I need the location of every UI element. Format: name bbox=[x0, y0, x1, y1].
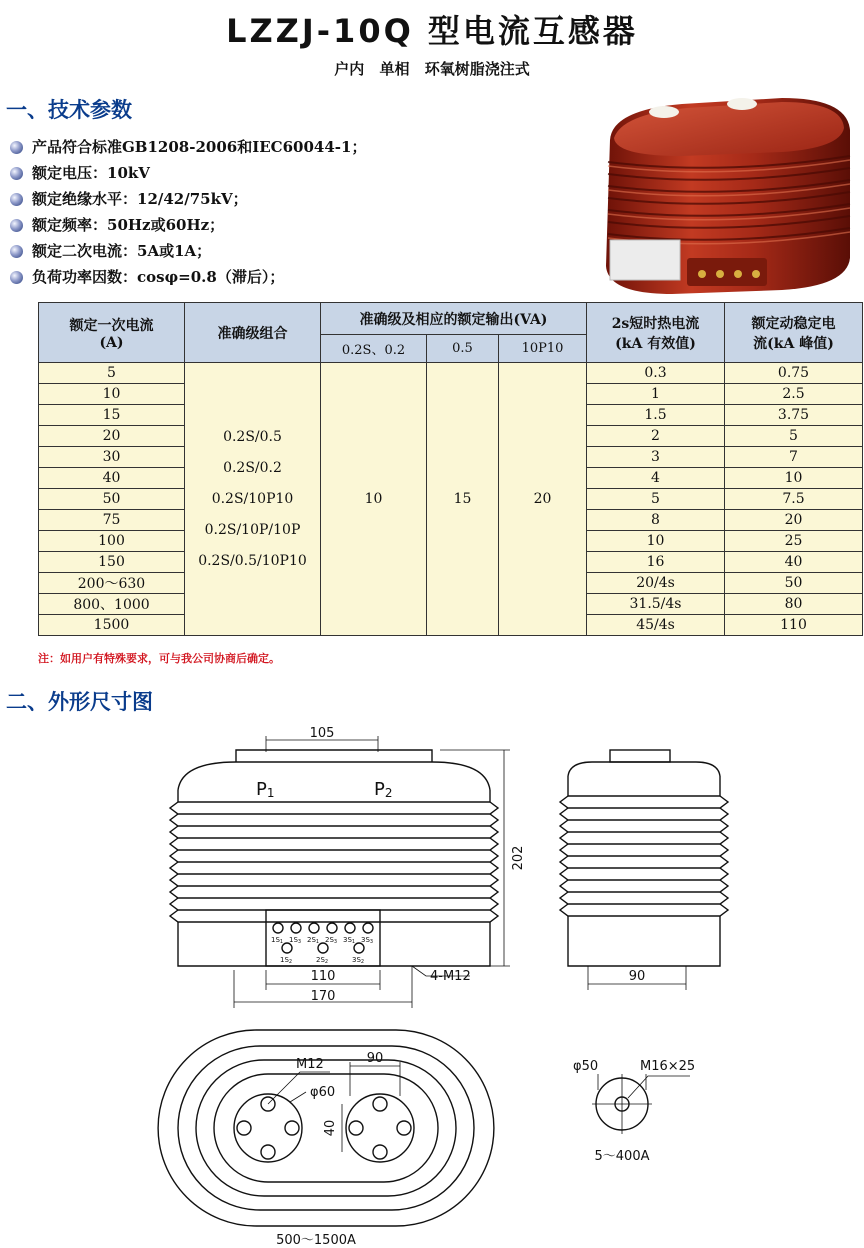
spec-list bbox=[10, 134, 366, 290]
header-thermal-current: 2s短时热电流 (kA 有效值) bbox=[587, 303, 725, 363]
header-primary-current: 额定一次电流 (A) bbox=[39, 303, 185, 363]
spec-item: 额定绝缘水平：12/42/75kV； bbox=[10, 186, 366, 212]
table-row: 150 16 40 bbox=[39, 552, 863, 573]
dim-110: 110 bbox=[310, 969, 336, 984]
technical-parameters-table bbox=[38, 302, 863, 636]
dimension-drawings bbox=[0, 720, 864, 1248]
spec-item: 产品符合标准GB1208-2006和IEC60044-1； bbox=[10, 134, 366, 160]
dim-phi60: φ60 bbox=[310, 1085, 336, 1100]
dim-90-side: 90 bbox=[628, 969, 646, 984]
bullet-icon bbox=[10, 193, 23, 206]
page-title: LZZJ-10Q 型电流互感器 bbox=[226, 12, 638, 50]
label-4-m12: 4-M12 bbox=[430, 969, 471, 984]
bullet-icon bbox=[10, 245, 23, 258]
spec-item: 额定频率：50Hz或60Hz； bbox=[10, 212, 366, 238]
terminal-label-1s2: 1S2 bbox=[280, 956, 293, 965]
label-m12: M12 bbox=[296, 1057, 324, 1072]
table-row: 100 10 25 bbox=[39, 531, 863, 552]
dim-105: 105 bbox=[309, 726, 335, 741]
product-photo bbox=[592, 90, 860, 300]
terminal-label-2s1: 2S1 bbox=[307, 936, 320, 945]
terminal-label-2s2: 2S2 bbox=[316, 956, 329, 965]
label-p1: P1 bbox=[256, 779, 275, 800]
table-row: 10 1 2.5 bbox=[39, 384, 863, 405]
section-heading-specs: 一、技术参数 bbox=[6, 98, 132, 122]
table-row: 75 8 20 bbox=[39, 510, 863, 531]
table-row: 800、1000 31.5/4s 80 bbox=[39, 594, 863, 615]
dim-40: 40 bbox=[323, 1119, 338, 1137]
table-row: 50 5 7.5 bbox=[39, 489, 863, 510]
bullet-icon bbox=[10, 141, 23, 154]
output-02s-cell: 10 bbox=[321, 363, 427, 636]
label-p2: P2 bbox=[374, 779, 393, 800]
dim-90-top: 90 bbox=[366, 1051, 384, 1066]
table-header-row bbox=[39, 303, 863, 335]
header-dynamic-current: 额定动稳定电 流(kA 峰值) bbox=[725, 303, 863, 363]
table-note: 注：如用户有特殊要求，可与我公司协商后确定。 bbox=[38, 652, 280, 665]
spec-item: 额定二次电流：5A或1A； bbox=[10, 238, 366, 264]
terminal-label-3s1: 3S1 bbox=[343, 936, 356, 945]
terminal-label-1s3: 1S3 bbox=[289, 936, 302, 945]
table-row: 15 1.5 3.75 bbox=[39, 405, 863, 426]
header-rated-output: 准确级及相应的额定输出(VA) bbox=[321, 303, 587, 335]
caption-5-400a: 5～400A bbox=[594, 1149, 650, 1164]
terminal-label-3s3: 3S3 bbox=[361, 936, 374, 945]
bullet-icon bbox=[10, 167, 23, 180]
caption-500-1500a: 500～1500A bbox=[276, 1233, 356, 1248]
spec-item: 负荷功率因数：cosφ=0.8（滞后）； bbox=[10, 264, 366, 290]
table-row: 5 0.2S/0.5 0.2S/0.2 0.2S/10P10 0.2S/10P/10P 0.2S/0.5/10P10 10 15 20 0.3 0.75 bbox=[39, 363, 863, 384]
header-output-02s: 0.2S、0.2 bbox=[321, 335, 427, 363]
table-row: 200～630 20/4s 50 bbox=[39, 573, 863, 594]
terminal-label-3s2: 3S2 bbox=[352, 956, 365, 965]
table-row: 1500 45/4s 110 bbox=[39, 615, 863, 636]
dim-phi50: φ50 bbox=[573, 1059, 599, 1074]
page-subtitle: 户内 单相 环氧树脂浇注式 bbox=[334, 60, 530, 78]
output-10p10-cell: 20 bbox=[499, 363, 587, 636]
table-row: 20 2 5 bbox=[39, 426, 863, 447]
label-m16x25: M16×25 bbox=[640, 1059, 696, 1074]
bullet-icon bbox=[10, 271, 23, 284]
spec-item: 额定电压：10kV bbox=[10, 160, 366, 186]
table-row: 30 3 7 bbox=[39, 447, 863, 468]
dim-170: 170 bbox=[310, 989, 336, 1004]
header-output-10p10: 10P10 bbox=[499, 335, 587, 363]
accuracy-combos-cell: 0.2S/0.5 0.2S/0.2 0.2S/10P10 0.2S/10P/10P 0.2S/0.5/10P10 bbox=[185, 363, 321, 636]
header-accuracy-combo: 准确级组合 bbox=[185, 303, 321, 363]
dim-202: 202 bbox=[511, 845, 526, 871]
terminal-label-1s1: 1S1 bbox=[271, 936, 284, 945]
table-row: 40 4 10 bbox=[39, 468, 863, 489]
terminal-label-2s3: 2S3 bbox=[325, 936, 338, 945]
output-05-cell: 15 bbox=[427, 363, 499, 636]
bullet-icon bbox=[10, 219, 23, 232]
section-heading-dimensions: 二、外形尺寸图 bbox=[6, 690, 153, 714]
header-output-05: 0.5 bbox=[427, 335, 499, 363]
